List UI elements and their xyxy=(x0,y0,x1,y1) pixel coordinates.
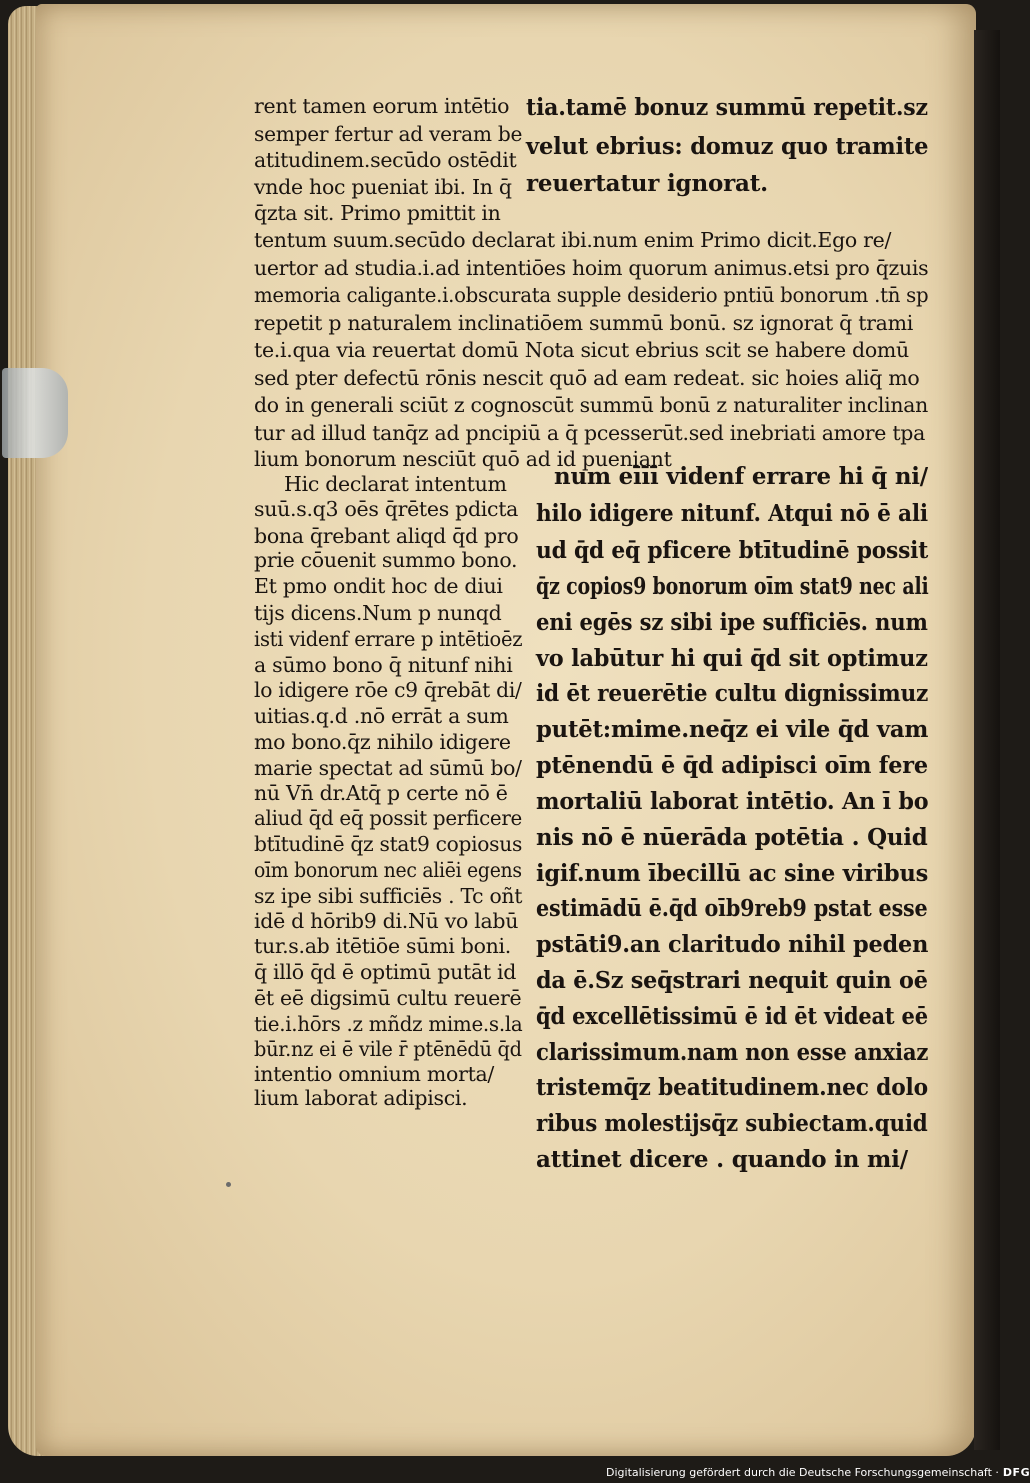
gloss-line: aliud q̄d eq̄ possit perficere xyxy=(254,806,523,830)
text-line: mortaliū laborat intētio. An ī bo xyxy=(536,788,929,815)
gloss-line: a sūmo bono q̄ nitunf nihi xyxy=(254,653,513,677)
page-clip xyxy=(2,368,68,458)
gloss-line: btītudinē q̄z stat9 copiosus xyxy=(254,832,523,856)
text-line: ud q̄d eq̄ pficere btītudinē possit xyxy=(536,537,929,564)
gloss-line: būr.nz ei ē vile r̄ ptēnēdū q̄d xyxy=(254,1037,522,1061)
gloss-line: marie spectat ad sūmū bo/ xyxy=(254,756,522,780)
text-line: nis nō ē nūerāda potētia . Quid xyxy=(536,824,928,851)
text-line: num eīīī videnf errare hi q̄ ni/ xyxy=(554,463,928,490)
gloss-line: rent tamen eorum intētio xyxy=(254,94,510,118)
funding-credit: Digitalisierung gefördert durch die Deutsche Forschungsgemeinschaft · xyxy=(606,1465,999,1479)
text-line: attinet dicere . quando in mi/ xyxy=(536,1146,908,1173)
text-line: estimādū ē.q̄d oīb9reb9 pstat esse xyxy=(536,895,928,922)
gloss-line: q̄ illō q̄d ē optimū putāt id xyxy=(254,960,517,984)
gloss-line: ēt eē digsimū cultu reuerē xyxy=(254,986,522,1010)
gloss-line: lium laborat adipisci. xyxy=(254,1086,468,1110)
gloss-line: tur ad illud tanq̄z ad pncipiū a q̄ pcesserūt.sed inebriati amore tpa xyxy=(254,421,926,445)
text-line: id ēt reuerētie cultu dignissimuz xyxy=(536,680,929,707)
digitization-footer xyxy=(606,1463,1030,1481)
gloss-line: atitudinem.secūdo ostēdit xyxy=(254,148,517,172)
gloss-line: do in generali sciūt z cognoscūt summū bonū z naturaliter inclinan xyxy=(254,393,928,417)
text-line: q̄z copios9 bonorum oīm stat9 nec ali xyxy=(536,573,929,600)
gloss-line: tie.i.hōrs .z mñdz mime.s.la xyxy=(254,1012,523,1036)
text-line: tristemq̄z beatitudinem.nec dolo xyxy=(536,1074,928,1101)
dfg-logo[interactable]: DFG xyxy=(1002,1465,1030,1479)
text-line: da ē.Sz seq̄strari nequit quin oē xyxy=(536,967,928,994)
gloss-line: isti videnf errare p intētioēz xyxy=(254,627,523,651)
gloss-line: tur.s.ab itētiōe sūmi boni. xyxy=(254,934,511,958)
gloss-line: q̄zta sit. Primo pmittit in xyxy=(254,201,501,225)
gloss-line: te.i.qua via reuertat domū Nota sicut ebrius scit se habere domū xyxy=(254,338,909,362)
gloss-line: mo bono.q̄z nihilo idigere xyxy=(254,730,511,754)
text-line: hilo idigere nitunf. Atqui nō ē ali xyxy=(536,500,928,527)
gloss-line: lium bonorum nesciūt quō ad id pueniant xyxy=(254,447,672,471)
text-line: q̄d excellētissimū ē id ēt videat eē xyxy=(536,1003,928,1030)
text-line: vo labūtur hi qui q̄d sit optimuz xyxy=(536,645,928,672)
gloss-line: bona q̄rebant aliqd q̄d pro xyxy=(254,524,519,548)
gloss-line: semper fertur ad veram be xyxy=(254,122,523,146)
gloss-line: sz ipe sibi sufficiēs . Tc oñt xyxy=(254,884,523,908)
text-line: pstāti9.an claritudo nihil peden xyxy=(536,931,929,958)
gloss-line: tentum suum.secūdo declarat ibi.num enim Primo dicit.Ego re/ xyxy=(254,228,892,252)
text-line: ptēnendū ē q̄d adipisci oīm fere xyxy=(536,752,928,779)
gloss-line: tijs dicens.Num p nunqd xyxy=(254,601,502,625)
text-line: igif.num ībecillū ac sine viribus xyxy=(536,860,929,887)
text-line: putēt:mime.neq̄z ei vile q̄d vam xyxy=(536,716,929,743)
gloss-line: uertor ad studia.i.ad intentiōes hoim quorum animus.etsi pro q̄zuis xyxy=(254,256,929,280)
gloss-line: oīm bonorum nec aliēi egens xyxy=(254,858,522,882)
text-line: eni egēs sz sibi ipe sufficiēs. num xyxy=(536,609,928,636)
gloss-line: Hic declarat intentum xyxy=(284,472,507,496)
gloss-line: repetit p naturalem inclinatiōem summū bonū. sz ignorat q̄ trami xyxy=(254,311,913,335)
text-line: velut ebrius: domuz quo tramite xyxy=(526,133,929,160)
ink-speck xyxy=(226,1182,231,1187)
gloss-line: nū Vn̄ dr.Atq̄ p certe nō ē xyxy=(254,781,508,805)
text-line: reuertatur ignorat. xyxy=(526,170,768,197)
gloss-line: suū.s.q3 oēs q̄rētes pdicta xyxy=(254,497,519,521)
gloss-line: memoria caligante.i.obscurata supple desiderio pntiū bonorum .tn̄ sp xyxy=(254,283,929,307)
gloss-line: uitias.q.d .nō errāt a sum xyxy=(254,704,509,728)
text-line: tia.tamē bonuz summū repetit.sz xyxy=(526,94,928,121)
facing-page-shadow xyxy=(974,30,1000,1450)
gloss-line: prie cōuenit summo bono. xyxy=(254,548,518,572)
gloss-line: Et pmo ondit hoc de diui xyxy=(254,574,503,598)
text-line: ribus molestijsq̄z subiectam.quid xyxy=(536,1110,928,1137)
gloss-line: sed pter defectū rōnis nescit quō ad eam redeat. sic hoies aliq̄ mo xyxy=(254,366,920,390)
gloss-line: vnde hoc pueniat ibi. In q̄ xyxy=(254,175,512,199)
text-line: clarissimum.nam non esse anxiaz xyxy=(536,1039,929,1066)
gloss-line: intentio omnium morta/ xyxy=(254,1062,495,1086)
gloss-line: idē d hōrib9 di.Nū vo labū xyxy=(254,909,519,933)
gloss-line: lo idigere rōe c9 q̄rebāt di/ xyxy=(254,678,522,702)
